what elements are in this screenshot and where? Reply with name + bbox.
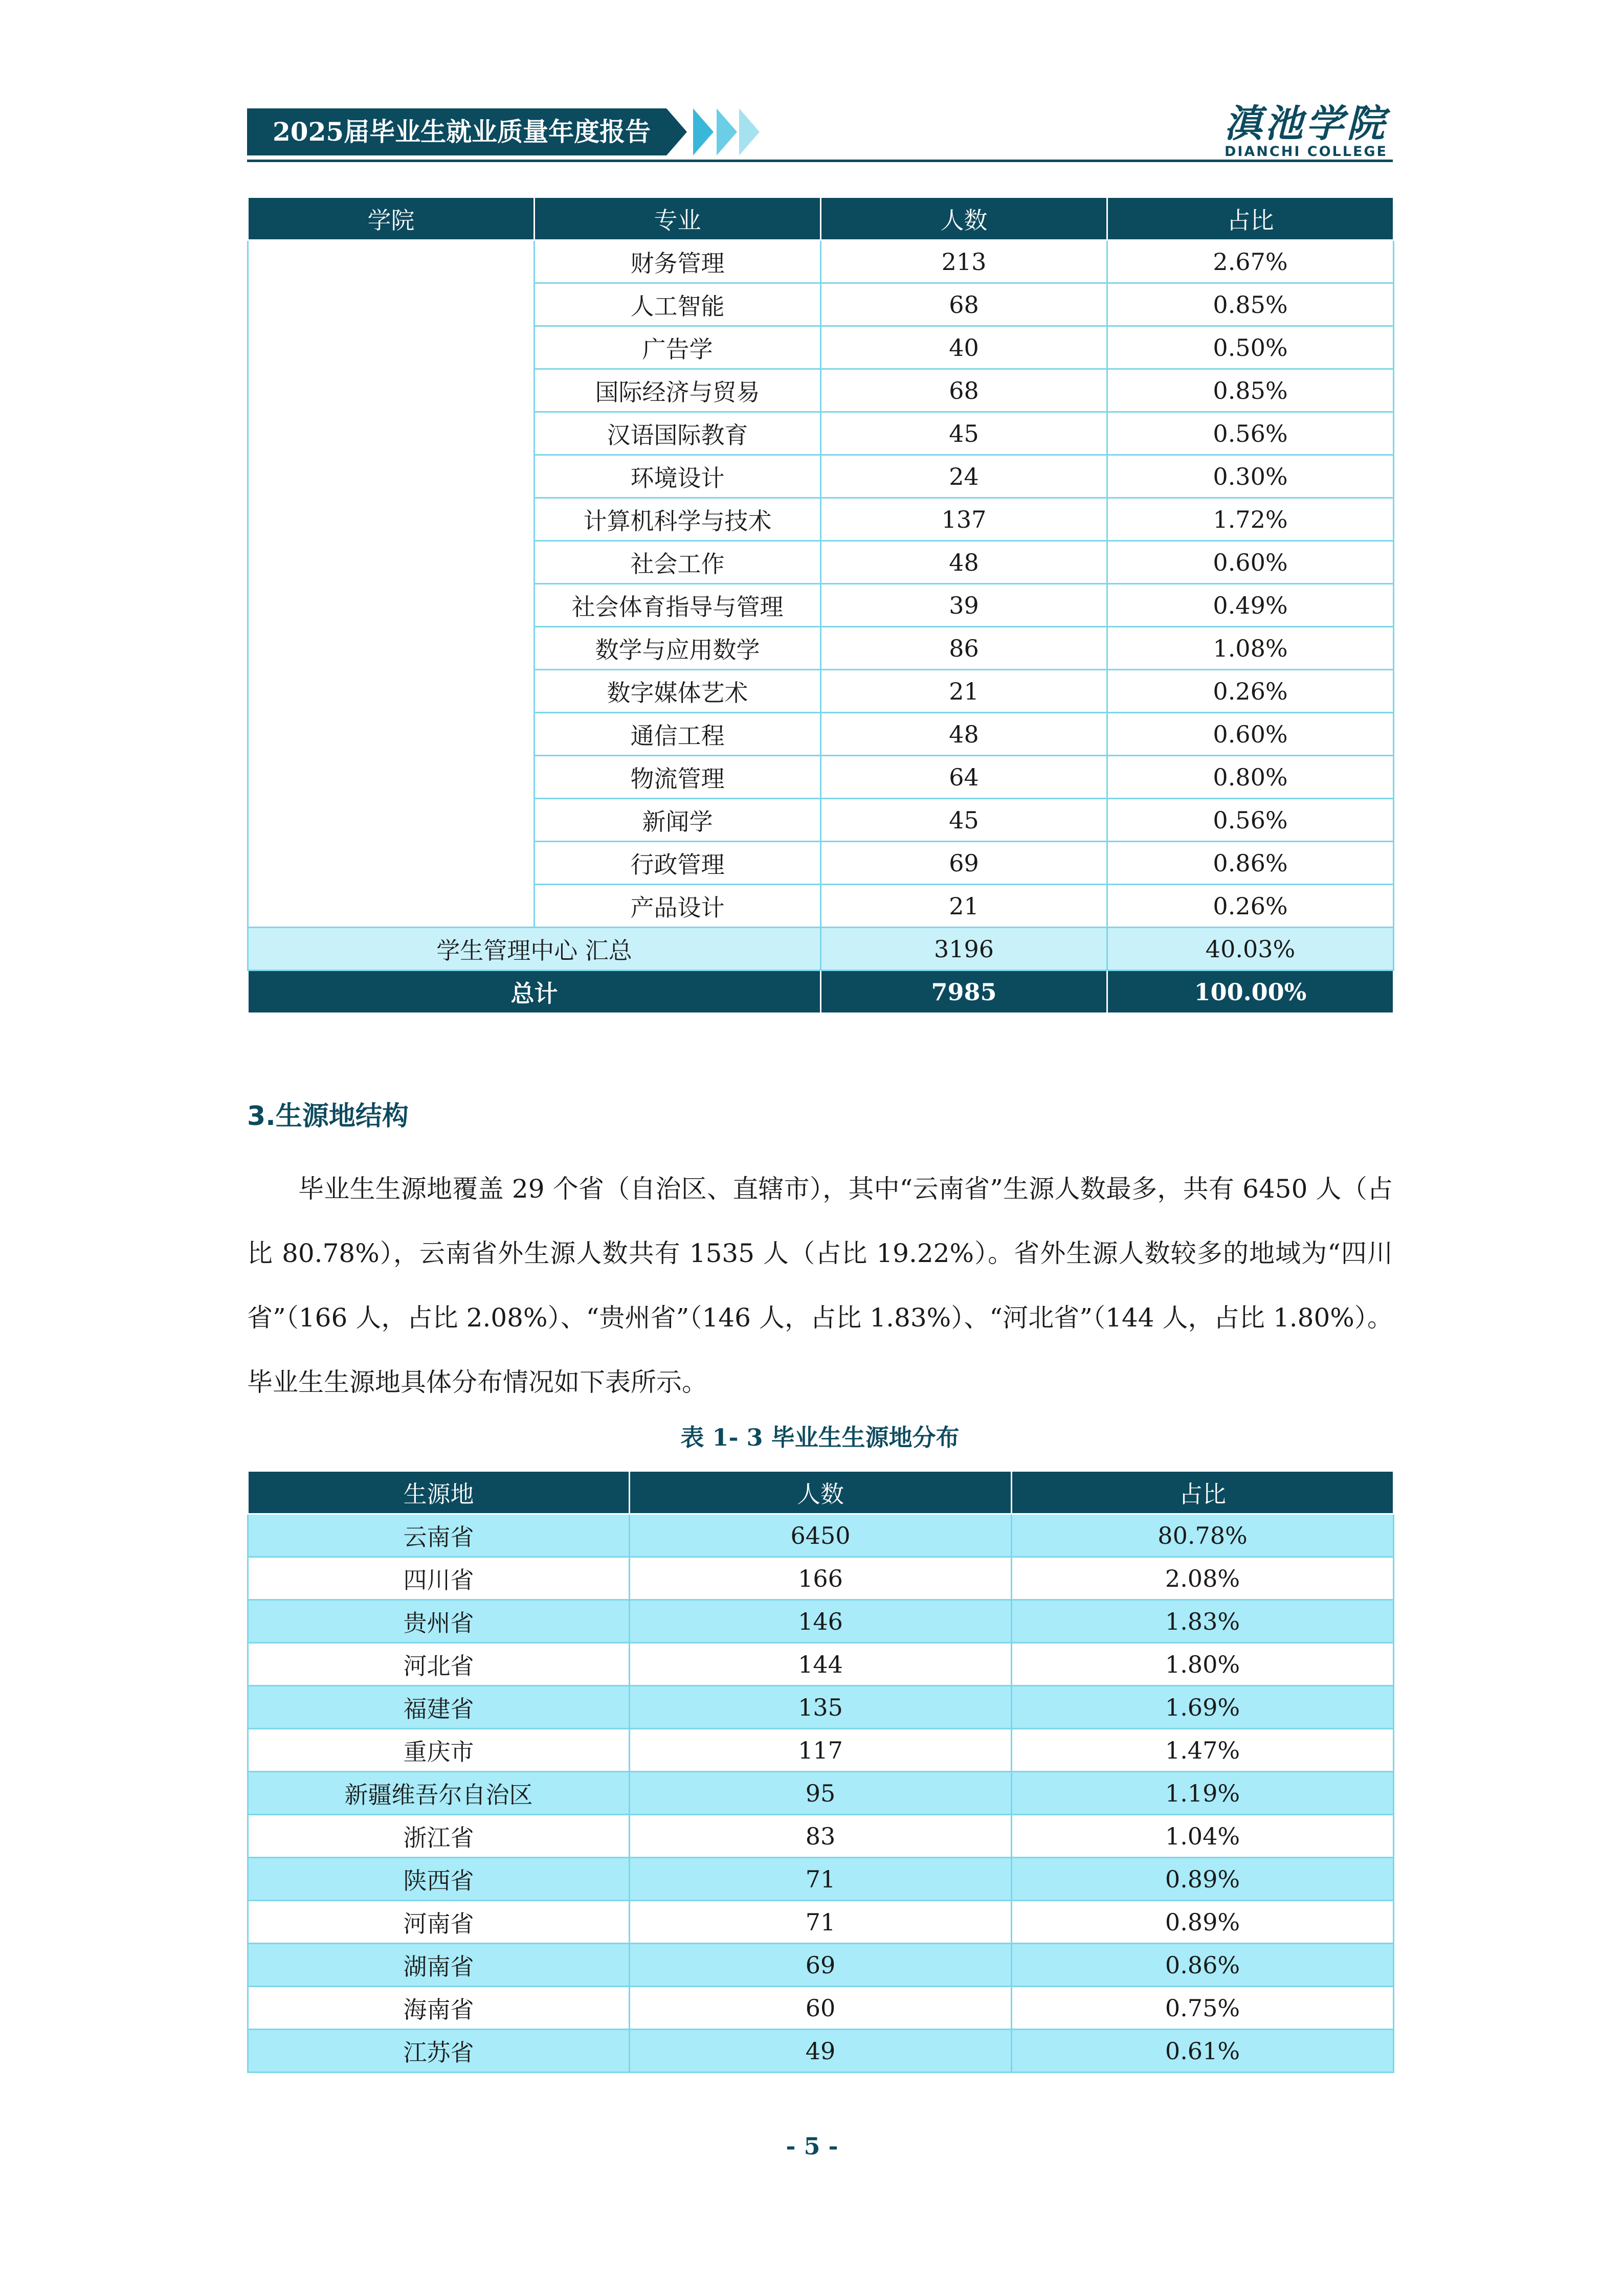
logo-english: DIANCHI COLLEGE — [1224, 144, 1388, 160]
column-header: 人数 — [821, 197, 1107, 240]
count-cell: 60 — [630, 1987, 1012, 2030]
origin-cell: 新疆维吾尔自治区 — [248, 1772, 630, 1815]
table-row — [248, 240, 1394, 283]
major-cell: 财务管理 — [535, 240, 821, 283]
percent-cell: 0.60% — [1107, 541, 1394, 584]
percent-cell: 2.08% — [1012, 1557, 1394, 1600]
college-logo — [1204, 102, 1388, 159]
origin-cell: 河北省 — [248, 1643, 630, 1686]
table-header-row — [248, 197, 1394, 240]
origin-cell: 重庆市 — [248, 1729, 630, 1772]
origin-cell: 湖南省 — [248, 1944, 630, 1987]
total-row — [248, 971, 1394, 1014]
major-cell: 计算机科学与技术 — [535, 498, 821, 541]
percent-cell: 0.56% — [1107, 412, 1394, 455]
table-row — [248, 2030, 1394, 2073]
origin-cell: 四川省 — [248, 1557, 630, 1600]
column-header: 占比 — [1107, 197, 1394, 240]
column-header: 专业 — [535, 197, 821, 240]
percent-cell: 0.86% — [1107, 842, 1394, 885]
count-cell: 48 — [821, 541, 1107, 584]
percent-cell: 0.60% — [1107, 713, 1394, 756]
percent-cell: 0.26% — [1107, 885, 1394, 928]
count-cell: 95 — [630, 1772, 1012, 1815]
major-cell: 社会体育指导与管理 — [535, 584, 821, 627]
chevron-decoration-icon — [717, 108, 737, 155]
major-cell: 数学与应用数学 — [535, 627, 821, 670]
column-header: 学院 — [248, 197, 535, 240]
count-cell: 144 — [630, 1643, 1012, 1686]
column-header: 生源地 — [248, 1471, 630, 1514]
count-cell: 83 — [630, 1815, 1012, 1858]
table-row — [248, 1815, 1394, 1858]
report-title: 2025届毕业生就业质量年度报告 — [273, 117, 651, 147]
percent-cell: 1.04% — [1012, 1815, 1394, 1858]
origin-cell: 海南省 — [248, 1987, 630, 2030]
major-cell: 物流管理 — [535, 756, 821, 799]
table-row — [248, 1858, 1394, 1901]
percent-cell: 0.49% — [1107, 584, 1394, 627]
count-cell: 117 — [630, 1729, 1012, 1772]
count-cell: 45 — [821, 412, 1107, 455]
percent-cell: 0.80% — [1107, 756, 1394, 799]
origin-cell: 福建省 — [248, 1686, 630, 1729]
major-cell: 环境设计 — [535, 455, 821, 498]
major-cell: 产品设计 — [535, 885, 821, 928]
count-cell: 40 — [821, 326, 1107, 369]
count-cell: 166 — [630, 1557, 1012, 1600]
percent-cell: 1.72% — [1107, 498, 1394, 541]
count-cell: 71 — [630, 1858, 1012, 1901]
chevron-decoration-icon — [739, 108, 760, 155]
header-divider — [247, 160, 1393, 162]
count-cell: 68 — [821, 369, 1107, 412]
section-title: 3.生源地结构 — [247, 1101, 409, 1132]
percent-cell: 0.26% — [1107, 670, 1394, 713]
subtotal-percent: 40.03% — [1107, 928, 1394, 971]
table-row — [248, 1944, 1394, 1987]
subtotal-count: 3196 — [821, 928, 1107, 971]
major-cell: 人工智能 — [535, 283, 821, 326]
percent-cell: 0.56% — [1107, 799, 1394, 842]
logo-chinese: 滇池学院 — [1224, 102, 1388, 146]
table-row — [248, 1600, 1394, 1643]
total-label: 总计 — [248, 971, 821, 1014]
major-cell: 通信工程 — [535, 713, 821, 756]
chevron-decoration-icon — [666, 108, 687, 155]
count-cell: 68 — [821, 283, 1107, 326]
count-cell: 45 — [821, 799, 1107, 842]
section-paragraph: 毕业生生源地覆盖 29 个省（自治区、直辖市），其中“云南省”生源人数最多，共有 6450 人（占比 80.78%），云南省外生源人数共有 1535 人（占比 19.22%）。省外生源人数较多的地域为“四川省”（166 人，占比 2.08%）、“贵州省”（146 人，占比 1.83%）、“河北省”（144 人，占比 1.80%）。毕业生生源地具体分布情况如下表所示。 — [247, 1174, 1393, 1397]
count-cell: 137 — [821, 498, 1107, 541]
origin-cell: 陕西省 — [248, 1858, 630, 1901]
table-header-row — [248, 1471, 1394, 1514]
subtotal-label: 学生管理中心 汇总 — [248, 928, 821, 971]
percent-cell: 1.08% — [1107, 627, 1394, 670]
count-cell: 21 — [821, 885, 1107, 928]
table-row — [248, 1987, 1394, 2030]
table-caption: 表 1- 3 毕业生生源地分布 — [680, 1424, 960, 1451]
total-percent: 100.00% — [1107, 971, 1394, 1014]
table-row — [248, 1686, 1394, 1729]
count-cell: 24 — [821, 455, 1107, 498]
count-cell: 69 — [630, 1944, 1012, 1987]
percent-cell: 0.89% — [1012, 1901, 1394, 1944]
percent-cell: 0.61% — [1012, 2030, 1394, 2073]
count-cell: 69 — [821, 842, 1107, 885]
count-cell: 21 — [821, 670, 1107, 713]
origin-cell: 浙江省 — [248, 1815, 630, 1858]
percent-cell: 80.78% — [1012, 1514, 1394, 1557]
origin-cell: 江苏省 — [248, 2030, 630, 2073]
major-cell: 社会工作 — [535, 541, 821, 584]
percent-cell: 1.47% — [1012, 1729, 1394, 1772]
major-distribution-table — [247, 196, 1394, 1014]
table-row — [248, 1729, 1394, 1772]
count-cell: 135 — [630, 1686, 1012, 1729]
percent-cell: 0.75% — [1012, 1987, 1394, 2030]
table-row — [248, 1643, 1394, 1686]
count-cell: 39 — [821, 584, 1107, 627]
table-row — [248, 1901, 1394, 1944]
table-row — [248, 1557, 1394, 1600]
origin-cell: 贵州省 — [248, 1600, 630, 1643]
percent-cell: 1.69% — [1012, 1686, 1394, 1729]
major-cell: 行政管理 — [535, 842, 821, 885]
table-row — [248, 1772, 1394, 1815]
count-cell: 49 — [630, 2030, 1012, 2073]
count-cell: 71 — [630, 1901, 1012, 1944]
chevron-decoration-icon — [693, 108, 714, 155]
major-cell: 新闻学 — [535, 799, 821, 842]
percent-cell: 0.85% — [1107, 283, 1394, 326]
count-cell: 48 — [821, 713, 1107, 756]
count-cell: 146 — [630, 1600, 1012, 1643]
major-cell: 国际经济与贸易 — [535, 369, 821, 412]
percent-cell: 0.50% — [1107, 326, 1394, 369]
origin-cell: 云南省 — [248, 1514, 630, 1557]
column-header: 人数 — [630, 1471, 1012, 1514]
origin-distribution-table — [247, 1470, 1394, 2073]
percent-cell: 1.83% — [1012, 1600, 1394, 1643]
percent-cell: 1.19% — [1012, 1772, 1394, 1815]
count-cell: 213 — [821, 240, 1107, 283]
column-header: 占比 — [1012, 1471, 1394, 1514]
page-header — [247, 102, 1393, 169]
count-cell: 6450 — [630, 1514, 1012, 1557]
percent-cell: 2.67% — [1107, 240, 1394, 283]
count-cell: 64 — [821, 756, 1107, 799]
percent-cell: 0.85% — [1107, 369, 1394, 412]
major-cell: 广告学 — [535, 326, 821, 369]
origin-cell: 河南省 — [248, 1901, 630, 1944]
table-row — [248, 1514, 1394, 1557]
count-cell: 86 — [821, 627, 1107, 670]
major-cell: 数字媒体艺术 — [535, 670, 821, 713]
subtotal-row — [248, 928, 1394, 971]
percent-cell: 0.86% — [1012, 1944, 1394, 1987]
percent-cell: 0.89% — [1012, 1858, 1394, 1901]
percent-cell: 1.80% — [1012, 1643, 1394, 1686]
total-count: 7985 — [821, 971, 1107, 1014]
page-number: - 5 - — [786, 2132, 838, 2160]
college-cell — [248, 240, 535, 928]
percent-cell: 0.30% — [1107, 455, 1394, 498]
major-cell: 汉语国际教育 — [535, 412, 821, 455]
